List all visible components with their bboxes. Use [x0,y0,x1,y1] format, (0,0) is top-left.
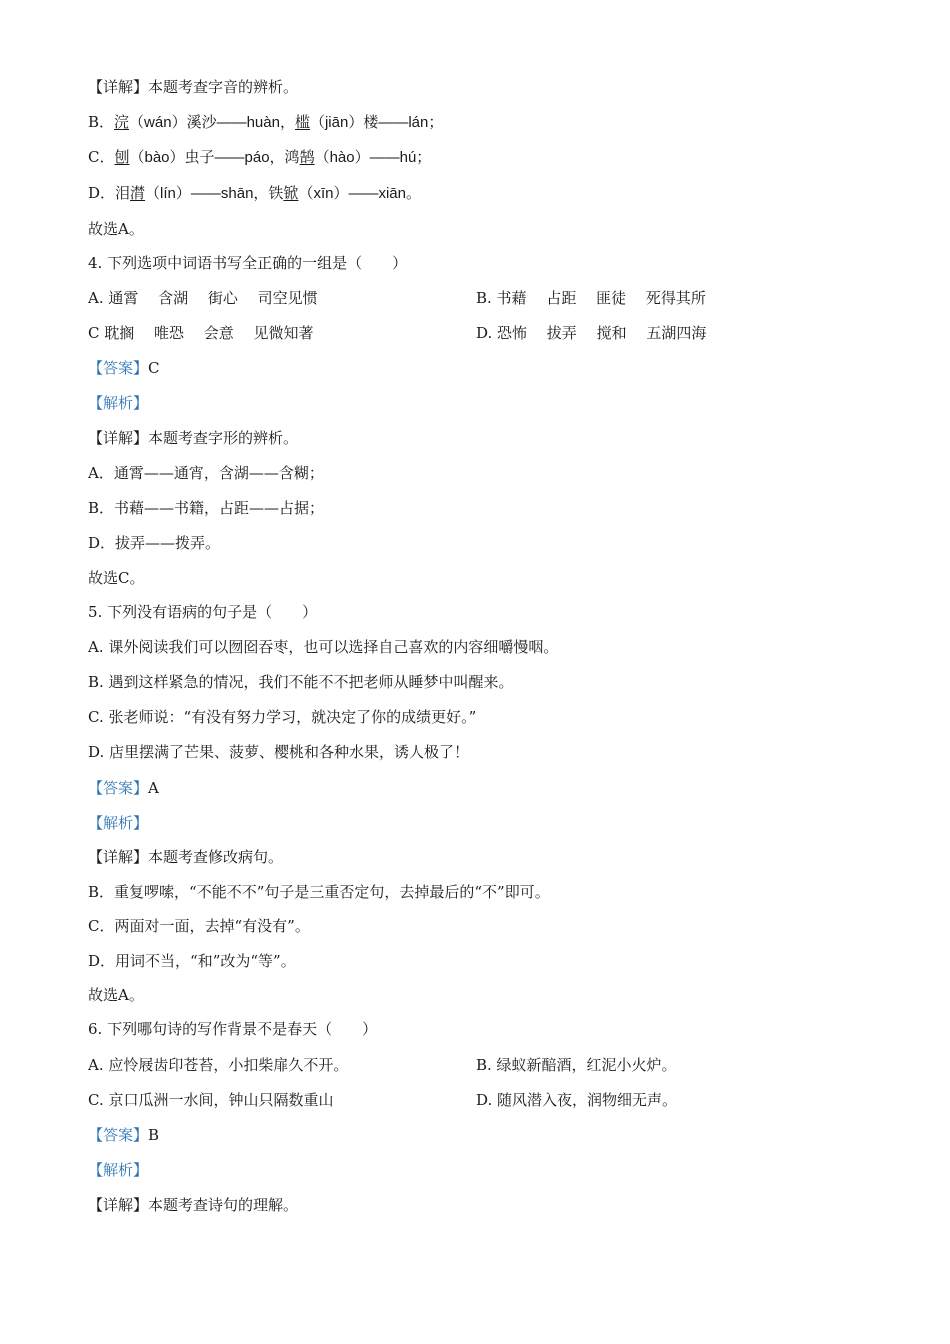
q6-stem: 6. 下列哪句诗的写作背景不是春天（ ） [88,1020,378,1038]
q5-analysis-tag: 【解析】 [88,814,149,832]
q6-option-c: C. 京口瓜洲一水间，钟山只隔数重山 [88,1091,334,1109]
q6-answer-tag: 【答案】 [88,1126,149,1144]
q4-answer-tag: 【答案】 [88,359,149,377]
q3-c-rest2: ——hú； [369,149,432,166]
q3-explain-d [88,183,421,203]
q5-explain-3: D．用词不当，“和”改为“等”。 [88,952,296,970]
q3-b-rest2: 楼——lán； [363,114,444,131]
q5-explain-2: C．两面对一面，去掉“有没有”。 [88,917,310,935]
q3-d-rest2: ——xiān。 [348,185,421,202]
q3-d-prefix: D．泪 [88,184,131,202]
q3-b-word1: 浣 [114,113,130,131]
q6-analysis-tag: 【解析】 [88,1161,149,1179]
q4-option-d: D. 恐怖 拔弄 搅和 五湖四海 [476,324,707,342]
q4-detail: 【详解】本题考查字形的辨析。 [88,429,299,447]
q3-c-word2: 鹄 [299,148,315,166]
q5-detail: 【详解】本题考查修改病句。 [88,848,284,866]
q5-choose: 故选A。 [88,986,144,1004]
q4-option-a: A. 通霄 含湖 街心 司空见惯 [88,289,318,307]
q6-answer-value: B [148,1126,160,1144]
q3-b-rest1: 溪沙——huàn， [186,114,295,131]
q3-c-pinyin2: （hào） [314,149,370,166]
q4-option-c: C 耽搁 唯恐 会意 见微知著 [88,324,314,342]
q3-d-pinyin1: （lín） [145,185,191,202]
q3-d-rest1: ——shān，铁 [190,185,284,202]
q5-option-a: A. 课外阅读我们可以囫囵吞枣，也可以选择自己喜欢的内容细嚼慢咽。 [88,638,559,656]
q3-d-pinyin2: （xīn） [298,185,349,202]
q4-explain-2: B．书藉——书籍，占距——占据； [88,499,325,517]
q4-choose: 故选C。 [88,569,145,587]
q5-stem: 5. 下列没有语病的句子是（ ） [88,603,318,621]
q4-option-b: B. 书藉 占距 匪徒 死得其所 [476,289,706,307]
q3-explain-c [88,147,431,167]
q3-explain-b [88,112,443,132]
q3-c-pinyin1: （bào） [129,149,185,166]
q3-detail: 【详解】本题考查字音的辨析。 [88,78,299,96]
q4-answer [88,358,160,378]
q6-option-a: A. 应怜屐齿印苍苔，小扣柴扉久不开。 [88,1056,349,1074]
q5-option-c: C. 张老师说：“有没有努力学习，就决定了你的成绩更好。” [88,708,477,726]
q5-answer-value: A [148,779,159,797]
q4-explain-3: D．拔弄——拨弄。 [88,534,221,552]
q5-option-b: B. 遇到这样紧急的情况，我们不能不不把老师从睡梦中叫醒来。 [88,673,514,691]
q6-detail: 【详解】本题考查诗句的理解。 [88,1196,299,1214]
q6-option-d: D. 随风潜入夜，润物细无声。 [476,1091,678,1109]
q3-c-prefix: C． [88,148,115,166]
q4-analysis-tag: 【解析】 [88,394,149,412]
q3-c-rest1: 虫子——páo，鸿 [184,149,300,166]
q3-b-word2: 槛 [294,113,310,131]
q4-answer-value: C [148,359,160,377]
q6-option-b: B. 绿蚁新醅酒，红泥小火炉。 [476,1056,677,1074]
q6-answer [88,1125,159,1145]
q5-explain-1: B．重复啰嗦，“不能不不”句子是三重否定句，去掉最后的“不”即可。 [88,883,550,901]
q3-c-word1: 刨 [114,148,130,166]
q4-stem: 4. 下列选项中词语书写全正确的一组是（ ） [88,254,408,272]
q3-choose: 故选A。 [88,220,144,238]
q3-d-word1: 潸 [130,184,146,202]
q3-b-pinyin2: （jiān） [309,114,364,131]
q4-explain-1: A．通霄——通宵，含湖——含糊； [88,464,324,482]
q3-d-word2: 锨 [283,184,299,202]
q3-b-prefix: B． [88,113,115,131]
q5-option-d: D. 店里摆满了芒果、菠萝、樱桃和各种水果，诱人极了！ [88,743,470,761]
q5-answer-tag: 【答案】 [88,779,149,797]
q3-b-pinyin1: （wán） [129,114,187,131]
q5-answer [88,778,159,798]
